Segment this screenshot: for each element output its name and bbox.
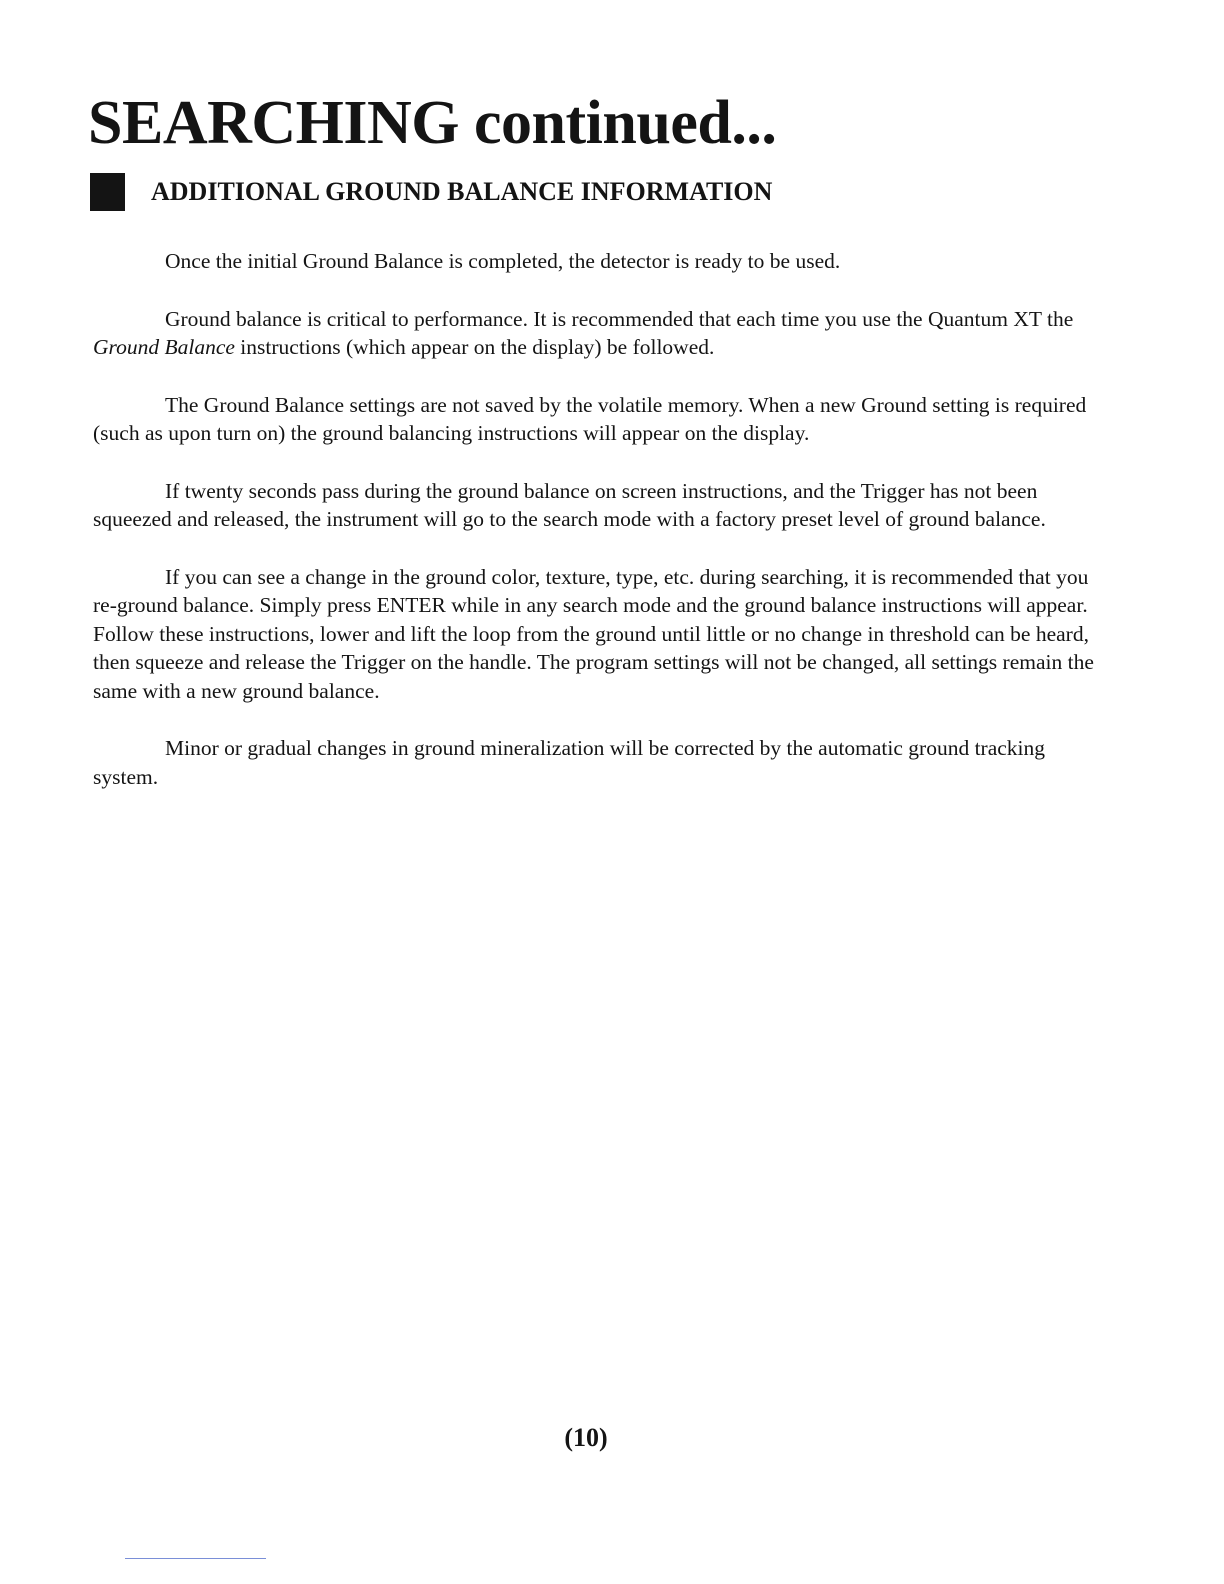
body-text [93, 247, 1113, 820]
paragraph-6: Minor or gradual changes in ground mineralization will be corrected by the automatic ground tracking system. [93, 736, 1046, 789]
page-title: SEARCHING continued... [88, 89, 777, 157]
footer-rule [125, 1558, 266, 1559]
paragraph-3: The Ground Balance settings are not saved by the volatile memory. When a new Ground setting is required (such as upon turn on) the ground balancing instructions will appear on the display. [93, 392, 1087, 445]
page-number: (10) [564, 1423, 608, 1452]
black-square-icon [90, 173, 125, 211]
paragraph-5: If you can see a change in the ground color, texture, type, etc. during searching, it is recommended that you re-ground balance. Simply press ENTER while in any search mode and the ground balance instructions will appear. Follow these instructions, lower and lift the loop from the ground until little or no change in threshold can be heard, then squeeze and release the Trigger on the handle. The program settings will not be changed, all settings remain the same with a new ground balance. [93, 564, 1094, 703]
paragraph-2-text-before: Ground balance is critical to performance. It is recommended that each time you use the Quantum XT the [165, 306, 1074, 331]
paragraph-2-text-after: instructions (which appear on the display) be followed. [234, 335, 715, 359]
paragraph-2-emphasis: Ground Balance [93, 335, 235, 359]
section-heading [90, 172, 772, 212]
paragraph-1: Once the initial Ground Balance is completed, the detector is ready to be used. [165, 249, 841, 273]
paragraph-4: If twenty seconds pass during the ground balance on screen instructions, and the Trigger has not been squeezed and released, the instrument will go to the search mode with a factory preset level of ground balance. [93, 478, 1046, 531]
paragraph-2 [93, 305, 1113, 362]
section-heading-text: ADDITIONAL GROUND BALANCE INFORMATION [151, 177, 773, 206]
